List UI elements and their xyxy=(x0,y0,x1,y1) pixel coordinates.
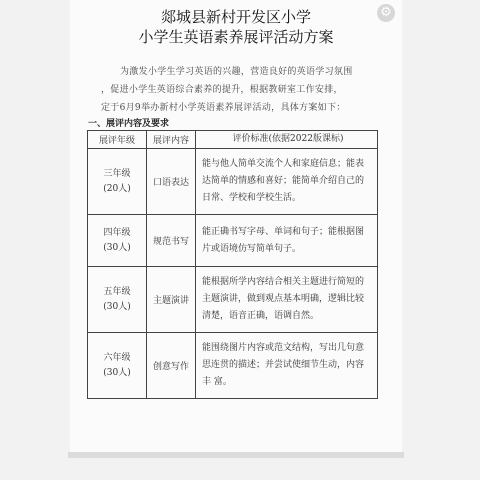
document-title: 郯城县新村开发区小学 xyxy=(160,8,311,26)
table-row xyxy=(88,267,378,333)
section-heading: 一、展评内容及要求 xyxy=(88,119,170,129)
criteria-line: 能围绕图片内容或范文结构，写出几句意 xyxy=(202,343,365,353)
grade-name: 四年级 xyxy=(103,227,131,238)
intro-line-1: 为激发小学生学习英语的兴趣，营造良好的英语学习氛围 xyxy=(120,67,353,77)
criteria-line: 片或语境仿写简单句子。 xyxy=(202,243,302,254)
header-grade: 展评年级 xyxy=(88,131,147,149)
criteria-line: 思连贯的描述；并尝试使细节生动，内容 xyxy=(202,360,365,370)
grade-cell xyxy=(88,333,147,399)
content-cell: 规范书写 xyxy=(147,215,196,267)
grade-count: (30人) xyxy=(103,242,131,253)
criteria-line: 日常、学校和学校生活。 xyxy=(202,193,302,203)
criteria-line: 丰 富。 xyxy=(202,377,232,387)
grade-cell xyxy=(88,149,147,215)
criteria-line: 能正确书写字母、单词和句子；能根据图 xyxy=(202,226,365,237)
header-content: 展评内容 xyxy=(147,131,196,149)
grade-name: 三年级 xyxy=(103,168,131,179)
table-row xyxy=(88,333,378,399)
criteria-cell xyxy=(196,149,378,215)
content-cell: 创意写作 xyxy=(147,333,196,399)
grade-name: 六年级 xyxy=(103,352,131,363)
document-subtitle: 小学生英语素养展评活动方案 xyxy=(138,28,334,46)
table-header-row xyxy=(88,131,378,149)
content-cell: 口语表达 xyxy=(147,149,196,215)
grade-cell xyxy=(88,267,147,333)
criteria-line: 主题演讲，做到观点基本明确，逻辑比较 xyxy=(202,294,365,304)
page-edge xyxy=(68,452,404,458)
criteria-cell xyxy=(196,267,378,333)
grade-count: (30人) xyxy=(103,367,131,378)
grade-count: (30人) xyxy=(103,301,131,312)
requirements-table xyxy=(87,130,378,399)
criteria-line: 能根据所学内容结合相关主题进行简短的 xyxy=(202,277,365,287)
header-criteria: 评价标准(依据2022版课标) xyxy=(196,131,378,149)
criteria-cell xyxy=(196,215,378,267)
criteria-line: 清楚，语音正确，语调自然。 xyxy=(202,311,320,321)
criteria-line: 能与他人简单交流个人和家庭信息；能表 xyxy=(202,159,365,169)
table-row xyxy=(88,149,378,215)
gear-icon[interactable]: ⚙ xyxy=(377,4,395,22)
content-cell: 主题演讲 xyxy=(147,267,196,333)
grade-cell xyxy=(88,215,147,267)
criteria-cell xyxy=(196,333,378,399)
grade-name: 五年级 xyxy=(103,286,131,297)
criteria-line: 达简单的情感和喜好；能简单介绍自己的 xyxy=(202,176,365,186)
intro-line-2: ，促进小学生英语综合素养的提升，根据教研室工作安排， xyxy=(101,85,343,95)
table-row xyxy=(88,215,378,267)
grade-count: (20人) xyxy=(103,183,131,194)
intro-line-3: 定于6月9举办新村小学英语素养展评活动，具体方案如下： xyxy=(101,103,346,113)
